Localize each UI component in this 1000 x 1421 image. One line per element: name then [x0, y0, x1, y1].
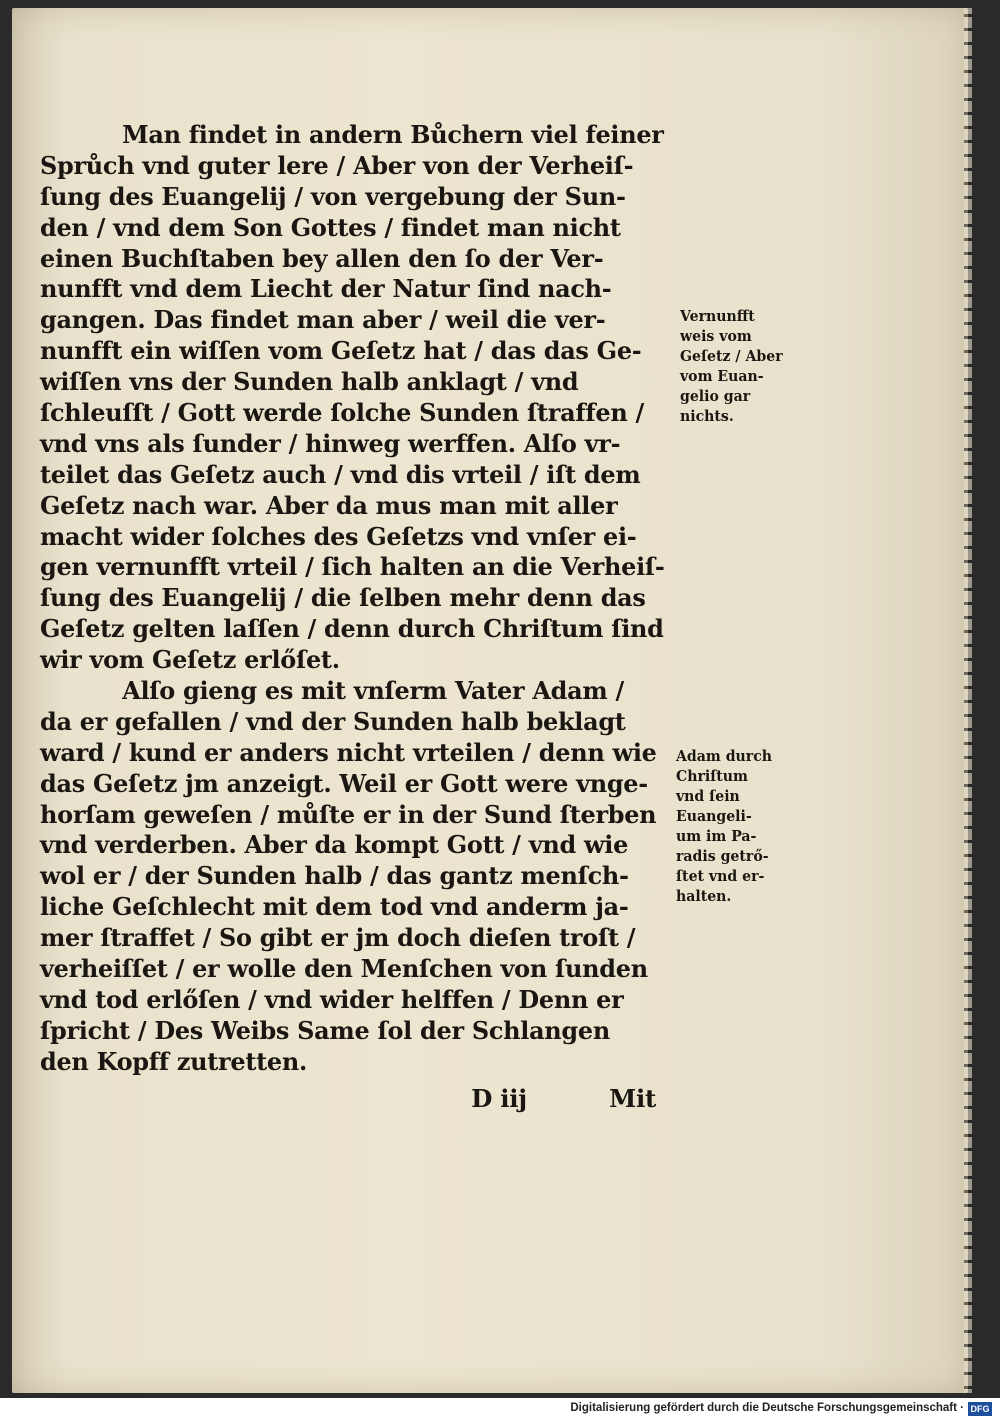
text-line: wiſſen vns der Sunden halb anklagt / vnd	[40, 367, 579, 397]
text-line: den Kopff zutretten.	[40, 1046, 307, 1076]
main-text-block	[40, 120, 680, 1115]
marginal-note-2	[676, 746, 808, 906]
signature-mark: D iij Mit	[471, 1083, 656, 1113]
text-line: ward / kund er anders nicht vrteilen / denn wie	[40, 737, 657, 767]
text-line: mer ſtraffet / So gibt er jm doch dieſen troſt /	[40, 923, 636, 953]
marginal-line: vom Euan-	[680, 367, 764, 385]
text-line: verheiſſet / er wolle den Menſchen von ſunden	[40, 954, 648, 984]
text-line: ſpricht / Des Weibs Same ſol der Schlangen	[40, 1015, 610, 1045]
dfg-logo-icon: DFG	[968, 1402, 992, 1416]
text-line: den / vnd dem Son Gottes / findet man nicht	[40, 212, 621, 242]
text-line: nunfft vnd dem Liecht der Natur ſind nach-	[40, 274, 612, 304]
marginal-line: ſtet vnd er-	[676, 867, 765, 885]
text-line: ſchleuſſt / Gott werde ſolche Sunden ſtraffen /	[40, 398, 644, 428]
text-line: gangen. Das findet man aber / weil die ver-	[40, 305, 606, 335]
marginal-line: radis getrő-	[676, 847, 769, 865]
text-line: Sprůch vnd guter lere / Aber von der Verheiſ-	[40, 150, 634, 180]
text-line: teilet das Geſetz auch / vnd dis vrteil / iſt dem	[40, 459, 641, 489]
text-line: liche Geſchlecht mit dem tod vnd anderm ja-	[40, 892, 629, 922]
text-line: vnd verderben. Aber da kompt Gott / vnd wie	[40, 830, 629, 860]
text-line: wir vom Geſetz erlőſet.	[40, 645, 340, 675]
book-page	[12, 8, 968, 1393]
marginal-line: vnd ſein	[676, 787, 740, 805]
text-line: wol er / der Sunden halb / das gantz menſch-	[40, 861, 629, 891]
text-line: nunfft ein wiſſen vom Geſetz hat / das das Ge-	[40, 336, 642, 366]
marginal-line: nichts.	[680, 407, 734, 425]
marginal-line: Geſetz / Aber	[680, 347, 783, 365]
text-line: horſam geweſen / můſte er in der Sund ſterben	[40, 799, 657, 829]
marginal-line: weis vom	[680, 327, 752, 345]
text-line: ſung des Euangelij / die ſelben mehr denn das	[40, 583, 646, 613]
text-line: Man findet in andern Bůchern viel feiner	[122, 120, 664, 149]
text-line: das Geſetz jm anzeigt. Weil er Gott were vnge-	[40, 768, 648, 798]
text-line: Alſo gieng es mit vnſerm Vater Adam /	[122, 676, 624, 706]
marginal-line: Adam durch	[676, 747, 773, 765]
marginal-line: halten.	[676, 887, 732, 905]
text-line: vnd tod erlőſen / vnd wider helffen / Denn er	[40, 984, 624, 1014]
text-line: macht wider ſolches des Geſetzs vnd vnſer ei-	[40, 521, 637, 551]
text-line: gen vernunfft vrteil / ſich halten an die Verheiſ-	[40, 552, 665, 582]
text-line: da er gefallen / vnd der Sunden halb beklagt	[40, 706, 626, 736]
marginal-note-1	[680, 306, 812, 426]
marginal-line: um im Pa-	[676, 827, 757, 845]
text-line: vnd vns als ſunder / hinweg werffen. Alſo vr-	[40, 428, 621, 458]
marginal-line: Chriſtum	[676, 767, 748, 785]
text-line: Geſetz nach war. Aber da mus man mit aller	[40, 490, 618, 520]
text-line: ſung des Euangelij / von vergebung der Sun-	[40, 181, 626, 211]
marginal-line: Vernunfft	[680, 307, 755, 325]
marginal-line: Euangeli-	[676, 807, 752, 825]
marginal-line: gelio gar	[680, 387, 751, 405]
text-line: einen Buchſtaben bey allen den ſo der Ver-	[40, 243, 604, 273]
footer-credit: Digitalisierung gefördert durch die Deutsche Forschungsgemeinschaft ·	[570, 1402, 964, 1414]
text-line: Geſetz gelten laſſen / denn durch Chriſtum ſind	[40, 614, 664, 644]
